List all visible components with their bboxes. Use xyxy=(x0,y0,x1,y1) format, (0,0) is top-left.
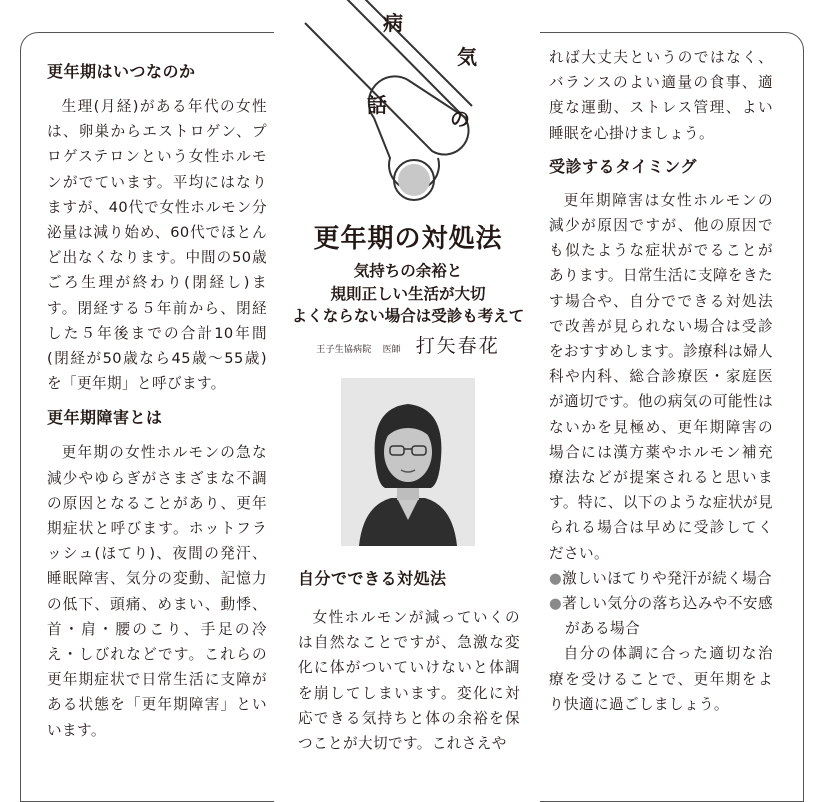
middle-column xyxy=(298,567,520,756)
logo-char-ki: 気 xyxy=(457,45,477,69)
heading-disorder: 更年期障害とは xyxy=(47,408,163,428)
article-title-block xyxy=(284,222,532,363)
bullet-icon: ● xyxy=(549,595,563,613)
article-title: 更年期の対処法 xyxy=(313,224,503,254)
heading-timing: 受診するタイミング xyxy=(549,156,697,176)
subtitle-line-2: 規則正しい生活が大切 xyxy=(330,284,486,303)
subtitle-line-3: よくならない場合は受診も考えて xyxy=(291,307,525,325)
heading-self-care: 自分でできる対処法 xyxy=(298,569,447,588)
byline xyxy=(284,333,532,363)
portrait-illustration xyxy=(341,378,475,546)
bullet-icon: ● xyxy=(549,569,563,587)
heading-when: 更年期はいつなのか xyxy=(47,62,196,81)
para-when: 生理(月経)がある年代の女性は、卵巣からエストロゲン、プロゲステロンという女性ホルモンがでています。平均にはなりますが、40代で女性ホルモン分泌量は減り始め、60代でほとんど出なくなります。中間の50歳ごろ生理が終わり(閉経し)ます。閉経する５年前から、閉経した５年後までの合計10年間(閉経が50歳なら45歳～55歳)を「更年期」と呼びます。 xyxy=(47,98,267,393)
series-logo xyxy=(290,0,530,205)
logo-char-no: の xyxy=(450,107,470,131)
logo-char-wa: 話 xyxy=(367,93,387,117)
left-column xyxy=(47,60,267,743)
para-closing: 自分の体調に合った適切な治療を受けることで、更年期をより快適に過ごしましょう。 xyxy=(549,645,773,713)
bullet-text-1: 激しいほてりや発汗が続く場合 xyxy=(562,569,773,587)
para-self-care: 女性ホルモンが減っていくのは自然なことですが、急激な変化に体がついていけないと体調を崩してしまいます。変化に対応できる気持ちと体の余裕を保つことが大切です。これさえや xyxy=(298,609,520,753)
author-portrait xyxy=(341,378,475,546)
author-affiliation: 王子生協病院 xyxy=(316,344,372,355)
list-item xyxy=(549,566,773,591)
right-column xyxy=(549,45,773,717)
para-disorder: 更年期の女性ホルモンの急な減少やゆらぎがさまざまな不調の原因となることがあり、更年期症状と呼びます。ホットフラッシュ(ほてり)、夜間の発汗、睡眠障害、気分の変動、記憶力の低下、頭痛、めまい、動悸、首・肩・腰のこり、手足の冷え・しびれなどです。これらの更年期症状で日常生活に支障がある状態を「更年期障害」といいます。 xyxy=(47,444,267,739)
logo-char-byo: 病 xyxy=(383,11,403,35)
logo-circle-inner xyxy=(398,164,430,196)
author-role: 医師 xyxy=(382,344,401,355)
list-item xyxy=(549,591,773,641)
subtitle-line-1: 気持ちの余裕と xyxy=(353,262,463,280)
author-name: 打矢春花 xyxy=(415,334,500,357)
para-timing: 更年期障害は女性ホルモンの減少が原因ですが、他の原因でも似たような症状がでることがあります。日常生活に支障をきたす場合や、自分でできる対処法で改善が見られない場合は受診をおすすめします。診療科は婦人科や内科、総合診療医・家庭医が適切です。他の病気の可能性はないかを見極め、更年期障害の場合には漢方薬やホルモン補充療法などが提案されると思います。特に、以下のような症状が見られる場合は早めに受診してください。 xyxy=(549,191,773,562)
bullet-text-2: 著しい気分の落ち込みや不安感がある場合 xyxy=(562,595,773,638)
para-self-care-cont: れば大丈夫というのではなく、バランスのよい適量の食事、適度な運動、ストレス管理、よい睡眠を心掛けましょう。 xyxy=(549,49,773,142)
